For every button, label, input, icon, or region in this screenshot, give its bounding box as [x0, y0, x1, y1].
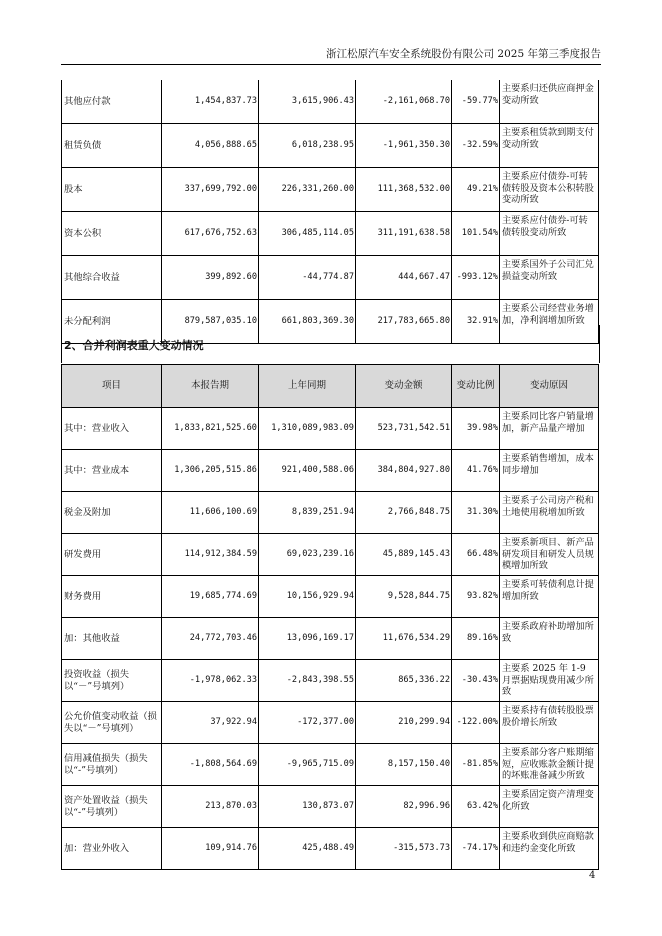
row-item-name: 租赁负债	[62, 124, 162, 168]
row-previous-value: -9,965,715.09	[259, 744, 356, 786]
row-change-reason: 主要系新项目、新产品研发项目和研发人员规模增加所致	[500, 534, 599, 576]
row-current-value: 879,587,035.10	[162, 300, 259, 344]
row-current-value: 1,833,821,525.60	[162, 408, 259, 450]
row-change-ratio: 66.48%	[452, 534, 500, 576]
row-previous-value: 10,156,929.94	[259, 576, 356, 618]
row-change-amount: 311,191,638.58	[356, 212, 452, 256]
row-previous-value: 130,873.07	[259, 786, 356, 828]
row-previous-value: -44,774.87	[259, 256, 356, 300]
row-change-amount: 8,157,150.40	[356, 744, 452, 786]
row-current-value: -1,978,062.33	[162, 660, 259, 702]
row-change-reason: 主要系同比客户销量增加，新产品量产增加	[500, 408, 599, 450]
row-current-value: 617,676,752.63	[162, 212, 259, 256]
row-change-ratio: -32.59%	[452, 124, 500, 168]
row-change-amount: 210,299.94	[356, 702, 452, 744]
row-change-reason: 主要系应付债券-可转债转股变动所致	[500, 212, 599, 256]
row-change-reason: 主要系可转债利息计提增加所致	[500, 576, 599, 618]
row-item-name: 资本公积	[62, 212, 162, 256]
row-item-name: 研发费用	[62, 534, 162, 576]
row-change-amount: 2,766,848.75	[356, 492, 452, 534]
row-change-ratio: 49.21%	[452, 168, 500, 212]
table-row	[62, 450, 599, 492]
row-item-name: 加：营业外收入	[62, 828, 162, 870]
row-item-name: 股本	[62, 168, 162, 212]
row-previous-value: 1,310,089,983.09	[259, 408, 356, 450]
row-change-amount: -315,573.73	[356, 828, 452, 870]
table-row	[62, 786, 599, 828]
section-heading	[61, 325, 600, 363]
col-header-ratio: 变动比例	[452, 365, 500, 408]
table-row	[62, 744, 599, 786]
row-change-amount: 9,528,844.75	[356, 576, 452, 618]
row-item-name: 资产处置收益（损失以“-”号填列）	[62, 786, 162, 828]
row-change-amount: -2,161,068.70	[356, 80, 452, 124]
row-item-name: 公允价值变动收益（损失以“－”号填列）	[62, 702, 162, 744]
row-change-reason: 主要系国外子公司汇兑损益变动所致	[500, 256, 599, 300]
table-row	[62, 124, 599, 168]
row-change-amount: 384,804,927.80	[356, 450, 452, 492]
row-item-name: 其他综合收益	[62, 256, 162, 300]
row-current-value: -1,808,564.69	[162, 744, 259, 786]
row-change-ratio: 32.91%	[452, 300, 500, 344]
row-change-ratio: 93.82%	[452, 576, 500, 618]
income-statement-changes-table	[61, 364, 599, 870]
col-header-current: 本报告期	[162, 365, 259, 408]
row-previous-value: 69,023,239.16	[259, 534, 356, 576]
row-current-value: 109,914.76	[162, 828, 259, 870]
row-item-name: 投资收益（损失以“－”号填列）	[62, 660, 162, 702]
row-item-name: 其他应付款	[62, 80, 162, 124]
row-previous-value: 306,485,114.05	[259, 212, 356, 256]
row-item-name: 信用减值损失（损失以“-”号填列）	[62, 744, 162, 786]
table-row	[62, 168, 599, 212]
row-change-reason: 主要系归还供应商押金变动所致	[500, 80, 599, 124]
row-change-ratio: 63.42%	[452, 786, 500, 828]
row-change-reason: 主要系持有债转股股票股价增长所致	[500, 702, 599, 744]
row-change-reason: 主要系政府补助增加所致	[500, 618, 599, 660]
row-previous-value: -172,377.00	[259, 702, 356, 744]
balance-sheet-changes-table	[61, 80, 599, 344]
row-previous-value: 8,839,251.94	[259, 492, 356, 534]
row-change-ratio: 39.98%	[452, 408, 500, 450]
row-change-reason: 主要系 2025 年 1-9 月票据贴现费用减少所致	[500, 660, 599, 702]
table-row	[62, 576, 599, 618]
row-item-name: 其中：营业收入	[62, 408, 162, 450]
row-change-amount: 444,667.47	[356, 256, 452, 300]
row-current-value: 1,306,205,515.86	[162, 450, 259, 492]
row-change-reason: 主要系固定资产清理变化所致	[500, 786, 599, 828]
col-header-change: 变动金额	[356, 365, 452, 408]
col-header-item: 项目	[62, 365, 162, 408]
row-change-amount: 217,783,665.80	[356, 300, 452, 344]
row-change-reason: 主要系收到供应商赔款和违约金变化所致	[500, 828, 599, 870]
row-change-ratio: -30.43%	[452, 660, 500, 702]
row-change-amount: 45,889,145.43	[356, 534, 452, 576]
row-current-value: 4,056,888.65	[162, 124, 259, 168]
row-change-amount: 82,996.96	[356, 786, 452, 828]
section-title: 2、合并利润表重大变动情况	[64, 339, 204, 352]
row-change-ratio: -993.12%	[452, 256, 500, 300]
row-previous-value: 226,331,260.00	[259, 168, 356, 212]
page-number: 4	[589, 870, 596, 881]
row-item-name: 其中：营业成本	[62, 450, 162, 492]
row-current-value: 337,699,792.00	[162, 168, 259, 212]
row-change-ratio: 31.30%	[452, 492, 500, 534]
col-header-reason: 变动原因	[500, 365, 599, 408]
table-row	[62, 702, 599, 744]
row-previous-value: -2,843,398.55	[259, 660, 356, 702]
table-row	[62, 80, 599, 124]
table-row	[62, 492, 599, 534]
row-item-name: 税金及附加	[62, 492, 162, 534]
page-header: 浙江松原汽车安全系统股份有限公司 2025 年第三季度报告	[326, 48, 601, 60]
row-previous-value: 661,803,369.30	[259, 300, 356, 344]
row-change-reason: 主要系应付债券-可转债转股及资本公积转股变动所致	[500, 168, 599, 212]
row-previous-value: 13,096,169.17	[259, 618, 356, 660]
row-current-value: 37,922.94	[162, 702, 259, 744]
row-item-name: 加：其他收益	[62, 618, 162, 660]
row-previous-value: 3,615,906.43	[259, 80, 356, 124]
row-change-ratio: 101.54%	[452, 212, 500, 256]
table-row	[62, 212, 599, 256]
table-row	[62, 618, 599, 660]
row-change-ratio: -81.85%	[452, 744, 500, 786]
row-current-value: 114,912,384.59	[162, 534, 259, 576]
row-current-value: 24,772,703.46	[162, 618, 259, 660]
row-change-amount: 865,336.22	[356, 660, 452, 702]
header-rule	[61, 64, 601, 65]
row-current-value: 213,870.03	[162, 786, 259, 828]
table-header-row	[62, 365, 599, 408]
row-previous-value: 921,400,588.06	[259, 450, 356, 492]
row-change-reason: 主要系部分客户账期缩短，应收账款金额计提的坏账准备减少所致	[500, 744, 599, 786]
row-change-amount: 523,731,542.51	[356, 408, 452, 450]
row-item-name: 未分配利润	[62, 300, 162, 344]
row-current-value: 11,606,100.69	[162, 492, 259, 534]
row-change-reason: 主要系销售增加，成本同步增加	[500, 450, 599, 492]
row-previous-value: 6,018,238.95	[259, 124, 356, 168]
row-change-ratio: -74.17%	[452, 828, 500, 870]
table-row	[62, 828, 599, 870]
table-row	[62, 408, 599, 450]
row-change-ratio: 41.76%	[452, 450, 500, 492]
row-change-amount: -1,961,350.30	[356, 124, 452, 168]
row-current-value: 1,454,837.73	[162, 80, 259, 124]
row-previous-value: 425,488.49	[259, 828, 356, 870]
row-change-ratio: -59.77%	[452, 80, 500, 124]
row-change-ratio: 89.16%	[452, 618, 500, 660]
row-change-amount: 11,676,534.29	[356, 618, 452, 660]
table-row	[62, 660, 599, 702]
table-row	[62, 256, 599, 300]
row-current-value: 19,685,774.69	[162, 576, 259, 618]
row-change-ratio: -122.00%	[452, 702, 500, 744]
col-header-previous: 上年同期	[259, 365, 356, 408]
row-item-name: 财务费用	[62, 576, 162, 618]
row-current-value: 399,892.60	[162, 256, 259, 300]
row-change-reason: 主要系子公司房产税和土地使用税增加所致	[500, 492, 599, 534]
row-change-amount: 111,368,532.00	[356, 168, 452, 212]
row-change-reason: 主要系租赁款到期支付变动所致	[500, 124, 599, 168]
row-change-reason: 主要系公司经营业务增加，净利润增加所致	[500, 300, 599, 344]
table-row	[62, 534, 599, 576]
